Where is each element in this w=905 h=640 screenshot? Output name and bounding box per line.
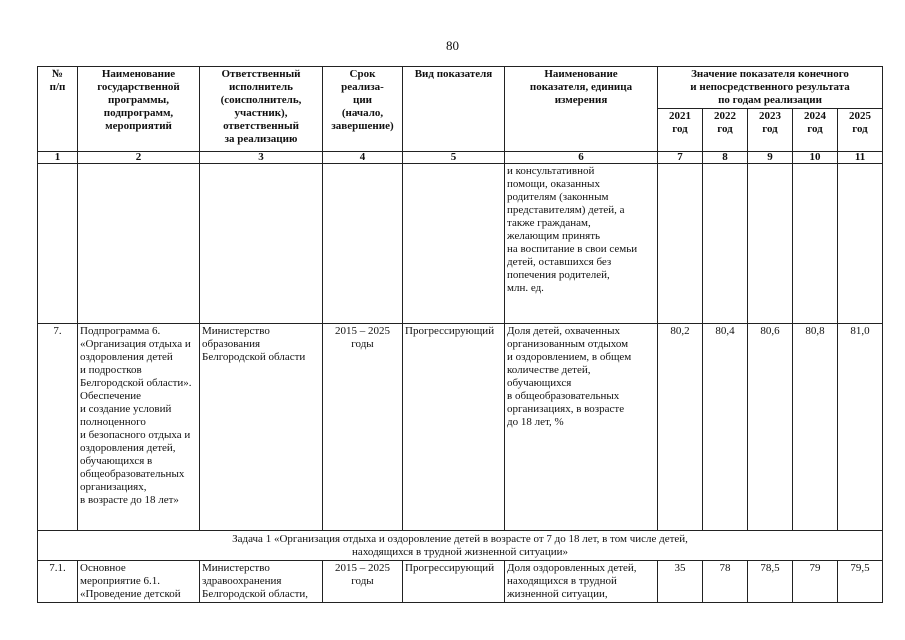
row-indicator-name: Доля оздоровленных детей, находящихся в трудной жизненной ситуации,: [505, 561, 658, 603]
header-term: Срок реализа- ции (начало, завершение): [323, 67, 403, 152]
row-term: 2015 – 2025 годы: [323, 561, 403, 603]
row-value-2024: [793, 164, 838, 324]
row-value-2025: [838, 164, 883, 324]
column-number: 7: [658, 152, 703, 164]
row-number: [38, 164, 78, 324]
row-value-2021: [658, 164, 703, 324]
header-indicator-name: Наименование показателя, единица измерения: [505, 67, 658, 152]
header-year-2024: 2024 год: [793, 109, 838, 152]
row-value-2023: [748, 164, 793, 324]
column-number: 4: [323, 152, 403, 164]
row-value-2021: 35: [658, 561, 703, 603]
column-numbers-row: [38, 152, 883, 164]
row-term: 2015 – 2025 годы: [323, 324, 403, 531]
row-indicator-name: и консультативной помощи, оказанных родителям (законным представителям) детей, а также гражданам, желающим принять на воспитание в свои семьи детей, оставшихся без попечения родителей, млн. ед.: [505, 164, 658, 324]
row-value-2024: 80,8: [793, 324, 838, 531]
row-executor: [200, 164, 323, 324]
table-row: [38, 561, 883, 603]
header-year-2021: 2021 год: [658, 109, 703, 152]
header-row-1: [38, 67, 883, 109]
row-program-name: Основное мероприятие 6.1. «Проведение детской: [78, 561, 200, 603]
row-program-name: Подпрограмма 6. «Организация отдыха и оздоровления детей и подростков Белгородской области». Обеспечение и создание условий полноценного и безопасного отдыха и оздоровления детей, обучающихся в общеобразовательных организациях, в возрасте до 18 лет»: [78, 324, 200, 531]
row-indicator-type: [403, 164, 505, 324]
row-executor: Министерство здравоохранения Белгородской области,: [200, 561, 323, 603]
header-values-group: Значение показателя конечного и непосредственного результата по годам реализации: [658, 67, 883, 109]
column-number: 9: [748, 152, 793, 164]
row-value-2022: [703, 164, 748, 324]
column-number: 3: [200, 152, 323, 164]
table-row: [38, 164, 883, 324]
row-program-name: [78, 164, 200, 324]
row-value-2022: 78: [703, 561, 748, 603]
row-value-2021: 80,2: [658, 324, 703, 531]
task-row: [38, 531, 883, 561]
header-year-2025: 2025 год: [838, 109, 883, 152]
header-number: № п/п: [38, 67, 78, 152]
row-indicator-type: Прогрессирующий: [403, 561, 505, 603]
column-number: 8: [703, 152, 748, 164]
column-number: 10: [793, 152, 838, 164]
row-value-2023: 80,6: [748, 324, 793, 531]
table-row: [38, 324, 883, 531]
header-year-2022: 2022 год: [703, 109, 748, 152]
row-number: 7.1.: [38, 561, 78, 603]
row-executor: Министерство образования Белгородской области: [200, 324, 323, 531]
column-number: 11: [838, 152, 883, 164]
header-executor: Ответственный исполнитель (соисполнитель, участник), ответственный за реализацию: [200, 67, 323, 152]
column-number: 5: [403, 152, 505, 164]
row-value-2024: 79: [793, 561, 838, 603]
row-indicator-type: Прогрессирующий: [403, 324, 505, 531]
row-term: [323, 164, 403, 324]
row-value-2025: 81,0: [838, 324, 883, 531]
header-indicator-type: Вид показателя: [403, 67, 505, 152]
task-title: Задача 1 «Организация отдыха и оздоровление детей в возрасте от 7 до 18 лет, в том числе детей, находящихся в трудной жизненной ситуации»: [38, 531, 883, 561]
program-indicators-table: [37, 66, 883, 603]
column-number: 2: [78, 152, 200, 164]
row-number: 7.: [38, 324, 78, 531]
column-number: 1: [38, 152, 78, 164]
header-year-2023: 2023 год: [748, 109, 793, 152]
header-program-name: Наименование государственной программы, подпрограмм, мероприятий: [78, 67, 200, 152]
column-number: 6: [505, 152, 658, 164]
page-number: 80: [446, 38, 459, 53]
row-value-2025: 79,5: [838, 561, 883, 603]
row-indicator-name: Доля детей, охваченных организованным отдыхом и оздоровлением, в общем количестве детей, обучающихся в общеобразовательных организациях, в возрасте до 18 лет, %: [505, 324, 658, 531]
row-value-2022: 80,4: [703, 324, 748, 531]
row-value-2023: 78,5: [748, 561, 793, 603]
